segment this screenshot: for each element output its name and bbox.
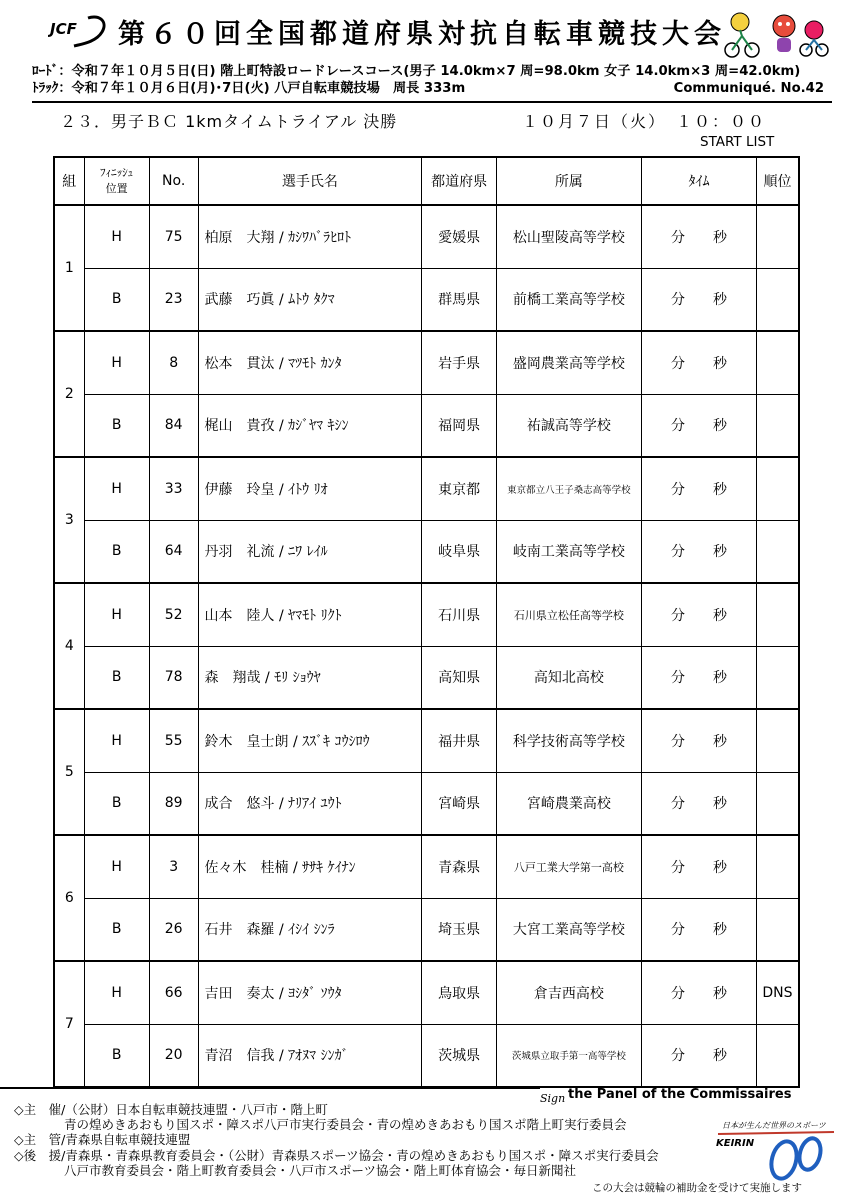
keirin-text: KEIRIN <box>716 1138 755 1149</box>
affiliation-cell: 茨城県立取手第一高等学校 <box>496 1024 641 1087</box>
affiliation-cell: 祐誠高等学校 <box>496 394 641 457</box>
start-list-table <box>53 156 800 1088</box>
rider-name-cell: 丹羽 礼流 / ﾆﾜ ﾚｲﾙ <box>198 520 422 583</box>
header-no: No. <box>149 157 198 205</box>
rider-number-cell: 20 <box>149 1024 198 1087</box>
table-row <box>54 646 799 709</box>
time-cell: 分 秒 <box>641 205 756 268</box>
time-cell: 分 秒 <box>641 1024 756 1087</box>
header-time: ﾀｲﾑ <box>641 157 756 205</box>
rider-number-cell: 89 <box>149 772 198 835</box>
prefecture-cell: 福岡県 <box>422 394 497 457</box>
logo-text: JCF <box>50 20 77 38</box>
prefecture-cell: 岩手県 <box>422 331 497 394</box>
prefecture-cell: 石川県 <box>422 583 497 646</box>
time-cell: 分 秒 <box>641 898 756 961</box>
header-finish-line2: 位置 <box>105 182 128 195</box>
rank-cell <box>756 583 799 646</box>
table-row <box>54 457 799 520</box>
rider-number-cell: 64 <box>149 520 198 583</box>
rider-name-cell: 石井 森羅 / ｲｼｲ ｼﾝﾗ <box>198 898 422 961</box>
organizer-line: ◇主 催/（公財）日本自転車競技連盟・八戸市・階上町 <box>14 1102 328 1117</box>
organizer-line: ◇後 援/青森県・青森県教育委員会・（公財）青森県スポーツ協会・青の煌めきあおもり国スポ・障スポ実行委員会 <box>14 1147 659 1163</box>
rider-number-cell: 78 <box>149 646 198 709</box>
finish-position-cell: B <box>84 772 149 835</box>
group-cell: 6 <box>54 835 84 961</box>
rider-name-cell: 吉田 奏太 / ﾖｼﾀﾞ ｿｳﾀ <box>198 961 422 1024</box>
event-datetime: １０月７日（火） １０：００ <box>522 112 767 131</box>
time-cell: 分 秒 <box>641 709 756 772</box>
rider-number-cell: 23 <box>149 268 198 331</box>
finish-position-cell: B <box>84 520 149 583</box>
affiliation-cell: 宮崎農業高校 <box>496 772 641 835</box>
organizers-info <box>14 1102 714 1178</box>
rider-name-cell: 伊藤 玲皇 / ｲﾄｳ ﾘｵ <box>198 457 422 520</box>
table-row <box>54 709 799 772</box>
finish-position-cell: H <box>84 709 149 772</box>
header-group: 組 <box>54 157 84 205</box>
rank-cell <box>756 457 799 520</box>
footer-divider <box>0 1087 540 1089</box>
header-finish-position <box>84 157 149 205</box>
affiliation-cell: 八戸工業大学第一高校 <box>496 835 641 898</box>
table-row <box>54 583 799 646</box>
track-info-row <box>32 80 832 97</box>
rider-number-cell: 3 <box>149 835 198 898</box>
rank-cell <box>756 709 799 772</box>
header-divider <box>32 101 832 103</box>
finish-position-cell: B <box>84 1024 149 1087</box>
rank-cell <box>756 205 799 268</box>
time-cell: 分 秒 <box>641 457 756 520</box>
organizer-line: ◇主 管/青森県自転車競技連盟 <box>14 1132 191 1148</box>
affiliation-cell: 岐南工業高等学校 <box>496 520 641 583</box>
table-row <box>54 394 799 457</box>
group-cell: 2 <box>54 331 84 457</box>
prefecture-cell: 鳥取県 <box>422 961 497 1024</box>
rank-cell <box>756 268 799 331</box>
time-cell: 分 秒 <box>641 772 756 835</box>
table-row <box>54 1024 799 1087</box>
table-row <box>54 268 799 331</box>
table-header-row <box>54 157 799 205</box>
rider-name-cell: 松本 貫汰 / ﾏﾂﾓﾄ ｶﾝﾀ <box>198 331 422 394</box>
finish-position-cell: B <box>84 898 149 961</box>
affiliation-cell: 高知北高校 <box>496 646 641 709</box>
time-cell: 分 秒 <box>641 583 756 646</box>
prefecture-cell: 宮崎県 <box>422 772 497 835</box>
time-cell: 分 秒 <box>641 835 756 898</box>
table-row <box>54 835 799 898</box>
group-cell: 5 <box>54 709 84 835</box>
keirin-tagline: 日本が生んだ世界のスポーツ <box>722 1121 826 1130</box>
time-cell: 分 秒 <box>641 268 756 331</box>
affiliation-cell: 倉吉西高校 <box>496 961 641 1024</box>
table-row <box>54 961 799 1024</box>
affiliation-cell: 科学技術高等学校 <box>496 709 641 772</box>
rider-number-cell: 52 <box>149 583 198 646</box>
header-info <box>32 63 832 99</box>
prefecture-cell: 埼玉県 <box>422 898 497 961</box>
sign-label: Sign <box>540 1092 566 1105</box>
rider-number-cell: 8 <box>149 331 198 394</box>
prefecture-cell: 高知県 <box>422 646 497 709</box>
rider-name-cell: 森 翔哉 / ﾓﾘ ｼｮｳﾔ <box>198 646 422 709</box>
header-name: 選手氏名 <box>198 157 422 205</box>
mascot-illustration <box>722 8 830 58</box>
affiliation-cell: 松山聖陵高等学校 <box>496 205 641 268</box>
rank-cell <box>756 520 799 583</box>
prefecture-cell: 福井県 <box>422 709 497 772</box>
table-row <box>54 898 799 961</box>
rank-cell <box>756 1024 799 1087</box>
finish-position-cell: H <box>84 331 149 394</box>
rider-number-cell: 75 <box>149 205 198 268</box>
finish-position-cell: B <box>84 268 149 331</box>
prefecture-cell: 茨城県 <box>422 1024 497 1087</box>
rank-cell <box>756 898 799 961</box>
organizer-line: 八戸市教育委員会・階上町教育委員会・八戸市スポーツ協会・階上町体育協会・毎日新聞社 <box>14 1162 577 1178</box>
affiliation-cell: 大宮工業高等学校 <box>496 898 641 961</box>
rider-name-cell: 成合 悠斗 / ﾅﾘｱｲ ﾕｳﾄ <box>198 772 422 835</box>
rider-number-cell: 55 <box>149 709 198 772</box>
rank-cell <box>756 646 799 709</box>
finish-position-cell: H <box>84 457 149 520</box>
list-type: START LIST <box>700 134 775 150</box>
prefecture-cell: 岐阜県 <box>422 520 497 583</box>
finish-position-cell: B <box>84 394 149 457</box>
rider-name-cell: 鈴木 皇士朗 / ｽｽﾞｷ ｺｳｼﾛｳ <box>198 709 422 772</box>
table-row <box>54 772 799 835</box>
road-race-info: ﾛｰﾄﾞ：令和７年１０月５日(日) 階上町特設ロードレースコース(男子 14.0km×7 周=98.0km 女子 14.0km×3 周=42.0km) <box>32 64 801 79</box>
header-finish-line1: ﾌｨﾆｯｼｭ <box>100 166 134 179</box>
rider-name-cell: 山本 陸人 / ﾔﾏﾓﾄ ﾘｸﾄ <box>198 583 422 646</box>
rider-number-cell: 26 <box>149 898 198 961</box>
commissaires-label: the Panel of the Commissaires <box>568 1087 792 1102</box>
rider-name-cell: 柏原 大翔 / ｶｼﾜﾊﾞﾗﾋﾛﾄ <box>198 205 422 268</box>
rider-name-cell: 青沼 信我 / ｱｵﾇﾏ ｼﾝｶﾞ <box>198 1024 422 1087</box>
rider-name-cell: 佐々木 桂楠 / ｻｻｷ ｹｲﾅﾝ <box>198 835 422 898</box>
affiliation-cell: 前橋工業高等学校 <box>496 268 641 331</box>
rider-name-cell: 梶山 貴孜 / ｶｼﾞﾔﾏ ｷｼﾝ <box>198 394 422 457</box>
prefecture-cell: 群馬県 <box>422 268 497 331</box>
finish-position-cell: H <box>84 835 149 898</box>
table-row <box>54 520 799 583</box>
header-prefecture: 都道府県 <box>422 157 497 205</box>
affiliation-cell: 盛岡農業高等学校 <box>496 331 641 394</box>
finish-position-cell: H <box>84 583 149 646</box>
organizer-line: 青の煌めきあおもり国スポ・障スポ八戸市実行委員会・青の煌めきあおもり国スポ階上町実行委員会 <box>14 1117 627 1133</box>
jcf-logo <box>48 14 110 50</box>
prefecture-cell: 東京都 <box>422 457 497 520</box>
prefecture-cell: 青森県 <box>422 835 497 898</box>
prefecture-cell: 愛媛県 <box>422 205 497 268</box>
keirin-logo <box>716 1114 836 1182</box>
time-cell: 分 秒 <box>641 961 756 1024</box>
header-affiliation: 所属 <box>496 157 641 205</box>
time-cell: 分 秒 <box>641 520 756 583</box>
table-body <box>54 205 799 1087</box>
rider-number-cell: 84 <box>149 394 198 457</box>
finish-position-cell: H <box>84 205 149 268</box>
table-row <box>54 205 799 268</box>
group-cell: 4 <box>54 583 84 709</box>
header-rank: 順位 <box>756 157 799 205</box>
rank-cell <box>756 772 799 835</box>
group-cell: 1 <box>54 205 84 331</box>
time-cell: 分 秒 <box>641 394 756 457</box>
time-cell: 分 秒 <box>641 331 756 394</box>
finish-position-cell: H <box>84 961 149 1024</box>
time-cell: 分 秒 <box>641 646 756 709</box>
rank-cell <box>756 835 799 898</box>
table-row <box>54 331 799 394</box>
rider-number-cell: 33 <box>149 457 198 520</box>
subsidy-note: この大会は競輪の補助金を受けて実施します <box>592 1182 802 1194</box>
event-name: ２３．男子ＢＣ 1kmタイムトライアル 決勝 <box>60 112 398 131</box>
rank-cell: DNS <box>756 961 799 1024</box>
group-cell: 3 <box>54 457 84 583</box>
finish-position-cell: B <box>84 646 149 709</box>
communique-number: Communiqué. No.42 <box>673 81 824 96</box>
rider-name-cell: 武藤 巧眞 / ﾑﾄｳ ﾀｸﾏ <box>198 268 422 331</box>
rider-number-cell: 66 <box>149 961 198 1024</box>
affiliation-cell: 石川県立松任高等学校 <box>496 583 641 646</box>
rank-cell <box>756 331 799 394</box>
track-info: ﾄﾗｯｸ：令和７年１０月６日(月)･7日(火) 八戸自転車競技場 周長 333m <box>32 81 466 96</box>
affiliation-cell: 東京都立八王子桑志高等学校 <box>496 457 641 520</box>
page-title: 第６０回全国都道府県対抗自転車競技大会 <box>118 19 726 50</box>
rank-cell <box>756 394 799 457</box>
group-cell: 7 <box>54 961 84 1087</box>
